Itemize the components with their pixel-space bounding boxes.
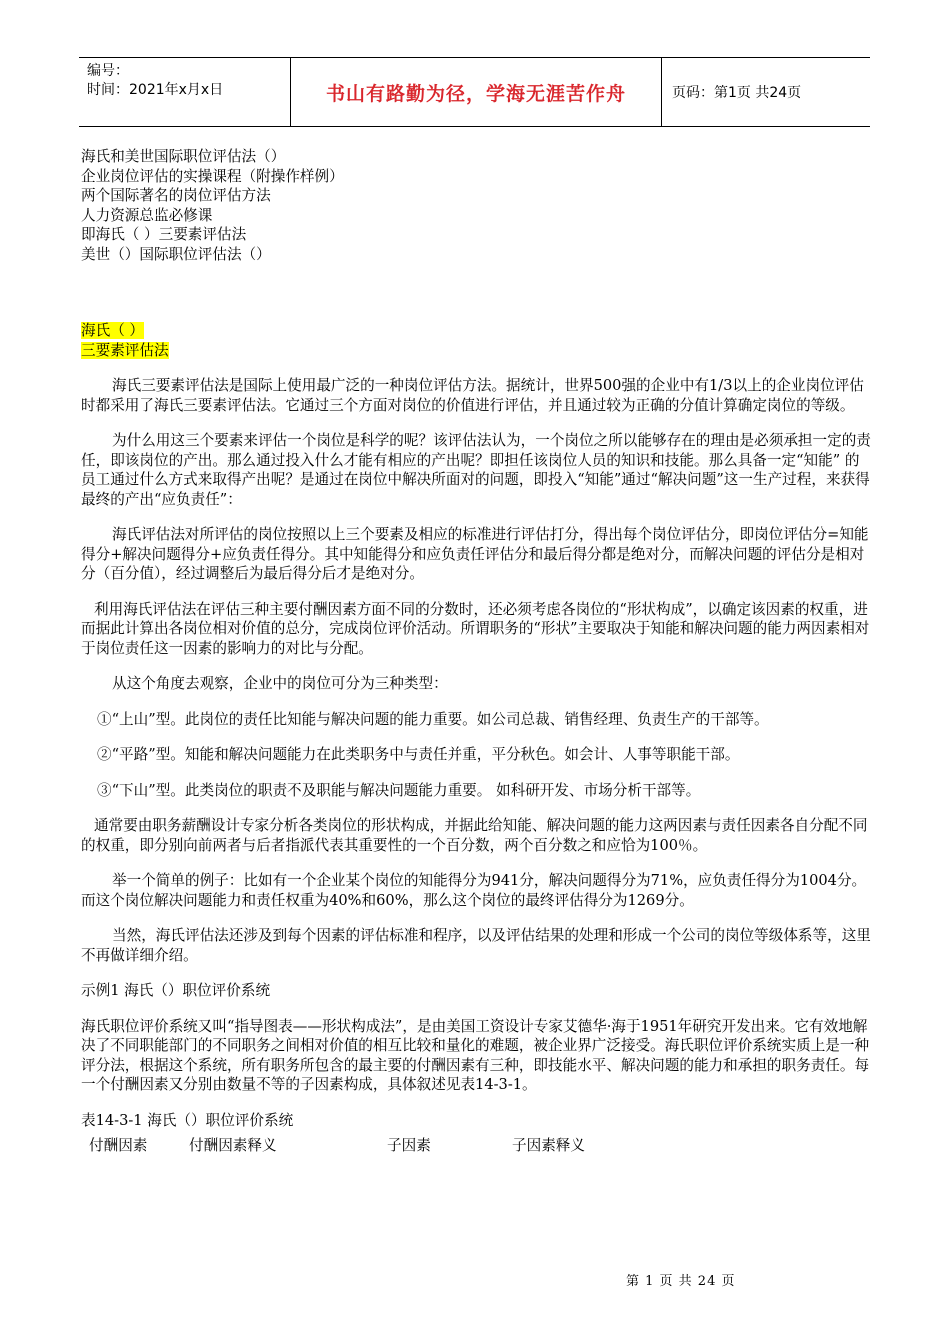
table-header-row xyxy=(81,1136,871,1156)
example-title: 示例1 海氏（）职位评价系统 xyxy=(81,982,271,999)
intro-line: 两个国际著名的岗位评估方法 xyxy=(81,187,271,204)
section-title-line1: 海氏（ ） xyxy=(81,322,145,339)
paragraph: 海氏三要素评估法是国际上使用最广泛的一种岗位评估方法。据统计，世界500强的企业中有1/3以上的企业岗位评估时都采用了海氏三要素评估法。它通过三个方面对岗位的价值进行评估，并且通过较为正确的分值计算确定岗位的等级。 xyxy=(81,377,864,414)
section-title-line2: 三要素评估法 xyxy=(81,341,169,359)
intro-lines xyxy=(81,147,871,264)
paragraph: 当然，海氏评估法还涉及到每个因素的评估标准和程序，以及评估结果的处理和形成一个公司的岗位等级体系等，这里不再做详细介绍。 xyxy=(81,927,871,964)
intro-line: 企业岗位评估的实操课程（附操作样例） xyxy=(81,167,344,185)
document-body xyxy=(81,147,871,1156)
paragraph: 从这个角度去观察，企业中的岗位可分为三种类型： xyxy=(112,675,448,692)
document-header xyxy=(79,57,870,127)
paragraph: 海氏职位评价系统又叫“指导图表——形状构成法”，是由美国工资设计专家艾德华·海于1951年研究开发出来。它有效地解决了不同职能部门的不同职务之间相对价值的相互比较和量化的难题，被企业界广泛接受。海氏职位评价系统实质上是一种评分法，根据这个系统，所有职务所包含的最主要的付酬因素有三种，即技能水平、解决问题的能力和承担的职务责任。每一个付酬因素又分别由数量不等的子因素构成，具体叙述见表14-3-1。 xyxy=(81,1017,870,1093)
intro-line: 即海氏（ ）三要素评估法 xyxy=(81,226,247,243)
section-title xyxy=(81,321,871,360)
table-header-cell: 付酬因素 xyxy=(89,1137,148,1154)
intro-line: 海氏和美世国际职位评估法（） xyxy=(81,148,286,165)
table-caption: 表14-3-1 海氏（）职位评价系统 xyxy=(81,1111,294,1129)
page-footer: 第 1 页 共 24 页 xyxy=(626,1274,736,1289)
table-header-cell: 子因素释义 xyxy=(512,1137,585,1154)
table-header-cell: 付酬因素释义 xyxy=(189,1137,277,1154)
serial-label: 编号： xyxy=(87,63,129,79)
paragraph: 通常要由职务薪酬设计专家分析各类岗位的形状构成，并据此给知能、解决问题的能力这两因素与责任因素各自分配不同的权重，即分别向前两者与后者指派代表其重要性的一个百分数，两个百分数之和应恰为100％。 xyxy=(81,817,868,854)
header-page-info: 页码：第1页 共24页 xyxy=(672,85,802,101)
table-header-cell: 子因素 xyxy=(387,1137,431,1154)
list-item: ①“上山”型。此岗位的责任比知能与解决问题的能力重要。如公司总裁、销售经理、负责生产的干部等。 xyxy=(97,710,769,728)
paragraph: 海氏评估法对所评估的岗位按照以上三个要素及相应的标准进行评估打分，得出每个岗位评估分，即岗位评估分=知能得分+解决问题得分+应负责任得分。其中知能得分和应负责任评估分和最后得分都是绝对分，而解决问题的评估分是相对分（百分值），经过调整后为最后得分后才是绝对分。 xyxy=(81,526,869,582)
paragraph: 利用海氏评估法在评估三种主要付酬因素方面不同的分数时，还必须考虑各岗位的“形状构成”，以确定该因素的权重，进而据此计算出各岗位相对价值的总分，完成岗位评价活动。所谓职务的“形状”主要取决于知能和解决问题的能力两因素相对于岗位责任这一因素的影响力的对比与分配。 xyxy=(81,600,870,657)
time-label: 时间：2021年x月x日 xyxy=(87,82,224,98)
header-slogan: 书山有路勤为径，学海无涯苦作舟 xyxy=(290,58,662,126)
paragraph: 举一个简单的例子：比如有一个企业某个岗位的知能得分为941分，解决问题得分为71%，应负责任得分为1004分。而这个岗位解决问题能力和责任权重为40%和60%，那么这个岗位的最终评估得分为1269分。 xyxy=(81,872,867,909)
header-meta xyxy=(79,58,290,126)
intro-line: 美世（）国际职位评估法（） xyxy=(81,245,271,263)
paragraph: 为什么用这三个要素来评估一个岗位是科学的呢？该评估法认为，一个岗位之所以能够存在的理由是必须承担一定的责任，即该岗位的产出。那么通过投入什么才能有相应的产出呢？即担任该岗位人员的知识和技能。那么具备一定“知能” 的员工通过什么方式来取得产出呢？是通过在岗位中解决所面对的问题，即投入“知能”通过“解决问题”这一生产过程，来获得最终的产出“应负责任”： xyxy=(81,432,871,508)
intro-line: 人力资源总监必修课 xyxy=(81,206,213,224)
list-item: ②“平路”型。知能和解决问题能力在此类职务中与责任并重，平分秋色。如会计、人事等职能干部。 xyxy=(97,746,740,763)
list-item: ③“下山”型。此类岗位的职责不及职能与解决问题能力重要。 如科研开发、市场分析干部等。 xyxy=(97,781,701,799)
